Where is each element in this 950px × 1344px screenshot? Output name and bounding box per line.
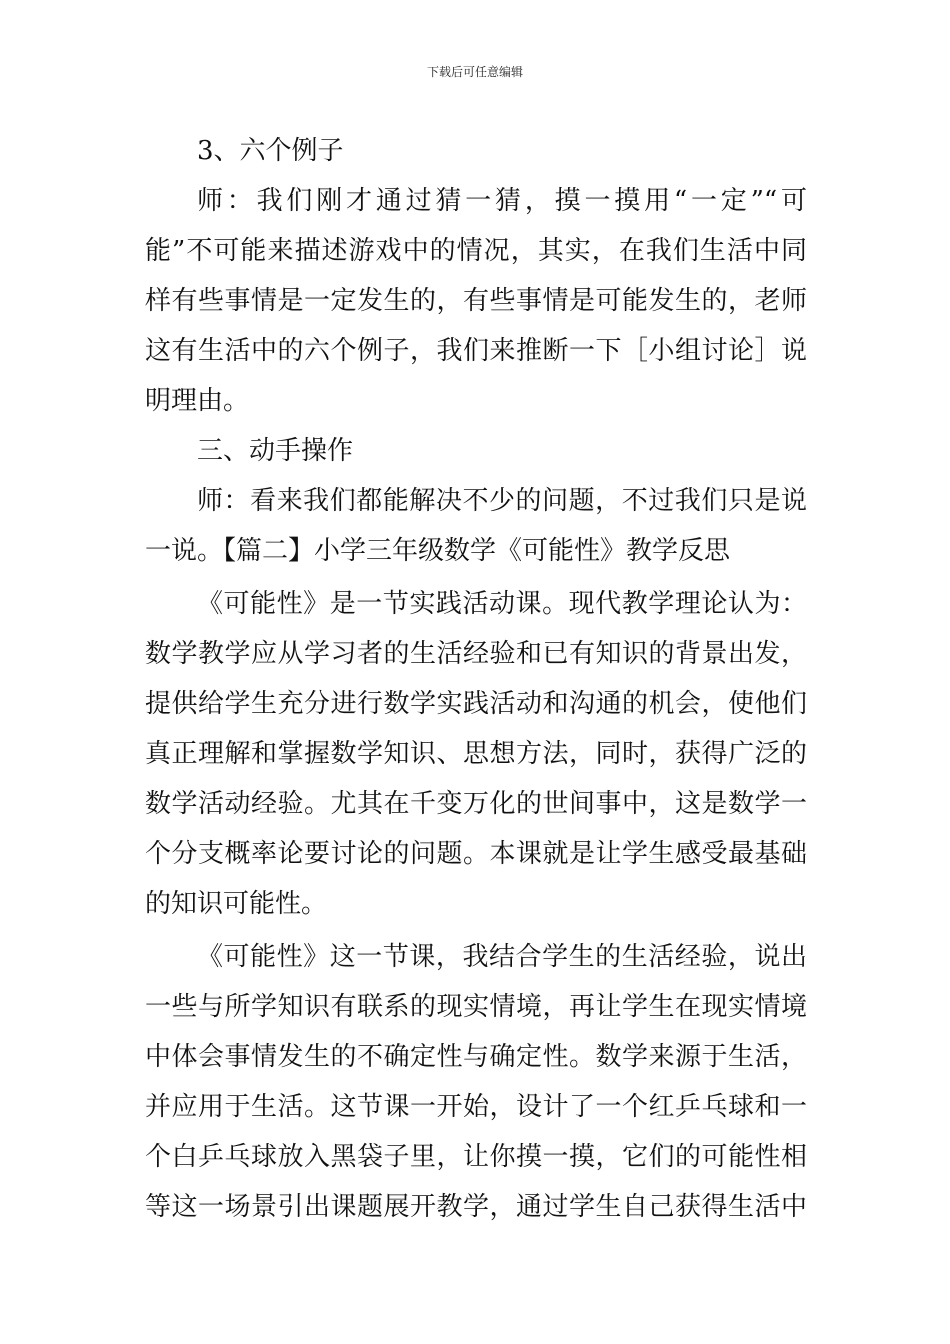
paragraph-line: 个分支概率论要讨论的问题。本课就是让学生感受最基础 <box>145 839 807 869</box>
paragraph-line: 并应用于生活。这节课一开始，设计了一个红乒乓球和一 <box>145 1092 807 1122</box>
section-heading: 3、六个例子 <box>197 136 344 166</box>
paragraph-line: 师：我们刚才通过猜一猜，摸一摸用“一定”“可 <box>197 186 807 216</box>
paragraph-line: 这有生活中的六个例子，我们来推断一下［小组讨论］说 <box>145 336 807 366</box>
paragraph-line: 个白乒乓球放入黑袋子里，让你摸一摸，它们的可能性相 <box>145 1142 807 1172</box>
paragraph-line: 等这一场景引出课题展开教学，通过学生自己获得生活中 <box>145 1192 807 1222</box>
paragraph-line: 数学教学应从学习者的生活经验和已有知识的背景出发， <box>145 639 807 669</box>
paragraph-line: 《可能性》这一节课，我结合学生的生活经验，说出 <box>197 942 807 972</box>
section-heading: 三、动手操作 <box>197 436 354 466</box>
paragraph-line: 的知识可能性。 <box>145 889 328 919</box>
page-header: 下载后可任意编辑 <box>426 65 523 79</box>
document-body <box>145 126 807 1232</box>
paragraph-line: 中体会事情发生的不确定性与确定性。数学来源于生活， <box>145 1042 807 1072</box>
paragraph-line: 一些与所学知识有联系的现实情境，再让学生在现实情境 <box>145 992 807 1022</box>
paragraph-line: 师：看来我们都能解决不少的问题，不过我们只是说 <box>197 486 807 516</box>
paragraph-line: 明理由。 <box>145 386 250 416</box>
paragraph-line: 真正理解和掌握数学知识、思想方法，同时，获得广泛的 <box>145 739 807 769</box>
paragraph-line: 能”不可能来描述游戏中的情况，其实，在我们生活中同 <box>145 236 807 266</box>
paragraph-line: 《可能性》是一节实践活动课。现代教学理论认为： <box>197 589 807 619</box>
paragraph-line: 样有些事情是一定发生的，有些事情是可能发生的，老师 <box>145 286 807 316</box>
paragraph-line: 数学活动经验。尤其在千变万化的世间事中，这是数学一 <box>145 789 807 819</box>
paragraph-line: 一说。【篇二】小学三年级数学《可能性》教学反思 <box>145 536 731 566</box>
paragraph-line: 提供给学生充分进行数学实践活动和沟通的机会，使他们 <box>145 689 807 719</box>
